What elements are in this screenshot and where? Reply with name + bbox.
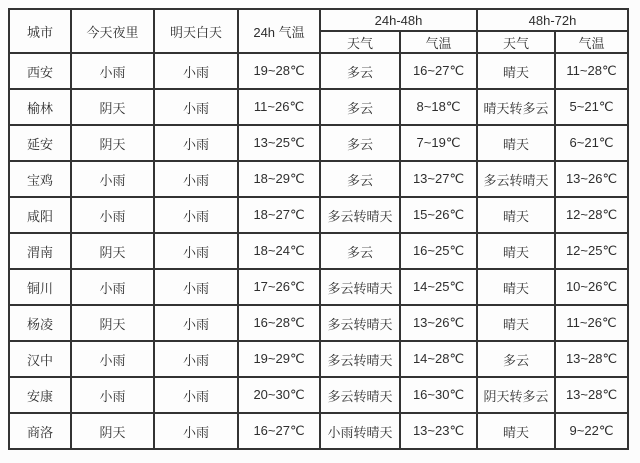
cell-temp-48-72: 12~28℃ [555, 197, 628, 233]
cell-temp-24-48: 13~27℃ [400, 161, 477, 197]
cell-tomorrow-day: 小雨 [154, 125, 238, 161]
header-tonight: 今天夜里 [71, 9, 154, 53]
cell-temp-24h: 11~26℃ [238, 89, 320, 125]
cell-temp-24h: 16~28℃ [238, 305, 320, 341]
cell-tonight: 小雨 [71, 269, 154, 305]
header-weather-48-72: 天气 [477, 31, 555, 53]
cell-tomorrow-day: 小雨 [154, 89, 238, 125]
cell-temp-48-72: 11~26℃ [555, 305, 628, 341]
header-tomorrow-day: 明天白天 [154, 9, 238, 53]
cell-tonight: 阴天 [71, 413, 154, 449]
cell-temp-48-72: 6~21℃ [555, 125, 628, 161]
cell-tonight: 小雨 [71, 53, 154, 89]
cell-tonight: 阴天 [71, 233, 154, 269]
cell-tonight: 阴天 [71, 305, 154, 341]
cell-temp-24-48: 16~25℃ [400, 233, 477, 269]
header-temp-48-72: 气温 [555, 31, 628, 53]
cell-city: 杨凌 [9, 305, 71, 341]
cell-tomorrow-day: 小雨 [154, 233, 238, 269]
cell-tomorrow-day: 小雨 [154, 161, 238, 197]
header-temp-24h: 24h 气温 [238, 9, 320, 53]
cell-temp-24h: 19~29℃ [238, 341, 320, 377]
cell-tomorrow-day: 小雨 [154, 53, 238, 89]
table-row [9, 305, 628, 341]
cell-temp-24h: 18~24℃ [238, 233, 320, 269]
table-row [9, 161, 628, 197]
cell-temp-48-72: 5~21℃ [555, 89, 628, 125]
cell-tomorrow-day: 小雨 [154, 341, 238, 377]
cell-weather-48-72: 晴天 [477, 305, 555, 341]
table-row [9, 269, 628, 305]
cell-weather-24-48: 小雨转晴天 [320, 413, 400, 449]
table-row [9, 377, 628, 413]
header-temp-24-48: 气温 [400, 31, 477, 53]
cell-temp-48-72: 12~25℃ [555, 233, 628, 269]
table-row [9, 89, 628, 125]
table-body [9, 53, 628, 449]
cell-temp-48-72: 11~28℃ [555, 53, 628, 89]
cell-tonight: 阴天 [71, 125, 154, 161]
cell-weather-48-72: 阴天转多云 [477, 377, 555, 413]
cell-city: 渭南 [9, 233, 71, 269]
cell-weather-24-48: 多云转晴天 [320, 341, 400, 377]
cell-temp-24-48: 8~18℃ [400, 89, 477, 125]
cell-temp-24h: 17~26℃ [238, 269, 320, 305]
cell-weather-48-72: 多云转晴天 [477, 161, 555, 197]
table-header [9, 9, 628, 53]
cell-temp-48-72: 9~22℃ [555, 413, 628, 449]
cell-tonight: 小雨 [71, 341, 154, 377]
table-row [9, 413, 628, 449]
cell-tomorrow-day: 小雨 [154, 413, 238, 449]
cell-temp-24h: 18~29℃ [238, 161, 320, 197]
cell-weather-48-72: 晴天转多云 [477, 89, 555, 125]
cell-temp-24-48: 14~28℃ [400, 341, 477, 377]
cell-weather-24-48: 多云转晴天 [320, 377, 400, 413]
cell-city: 商洛 [9, 413, 71, 449]
cell-tomorrow-day: 小雨 [154, 305, 238, 341]
cell-temp-24-48: 16~30℃ [400, 377, 477, 413]
cell-tomorrow-day: 小雨 [154, 377, 238, 413]
cell-temp-24-48: 14~25℃ [400, 269, 477, 305]
cell-city: 宝鸡 [9, 161, 71, 197]
table-row [9, 53, 628, 89]
cell-weather-48-72: 晴天 [477, 197, 555, 233]
table-row [9, 341, 628, 377]
header-group-24-48: 24h-48h [320, 9, 477, 31]
header-group-48-72: 48h-72h [477, 9, 628, 31]
cell-weather-24-48: 多云 [320, 125, 400, 161]
cell-temp-24-48: 7~19℃ [400, 125, 477, 161]
cell-weather-24-48: 多云 [320, 233, 400, 269]
cell-temp-24-48: 13~23℃ [400, 413, 477, 449]
cell-temp-48-72: 13~28℃ [555, 377, 628, 413]
cell-temp-24h: 19~28℃ [238, 53, 320, 89]
cell-city: 延安 [9, 125, 71, 161]
cell-city: 铜川 [9, 269, 71, 305]
cell-weather-24-48: 多云转晴天 [320, 305, 400, 341]
cell-weather-48-72: 多云 [477, 341, 555, 377]
weather-forecast-table [8, 8, 629, 450]
cell-weather-24-48: 多云 [320, 53, 400, 89]
header-city: 城市 [9, 9, 71, 53]
cell-weather-24-48: 多云转晴天 [320, 269, 400, 305]
cell-temp-24h: 20~30℃ [238, 377, 320, 413]
cell-tonight: 小雨 [71, 197, 154, 233]
cell-temp-24h: 16~27℃ [238, 413, 320, 449]
cell-temp-48-72: 10~26℃ [555, 269, 628, 305]
cell-temp-24-48: 13~26℃ [400, 305, 477, 341]
cell-city: 安康 [9, 377, 71, 413]
table-row [9, 233, 628, 269]
cell-tonight: 小雨 [71, 161, 154, 197]
cell-temp-24-48: 15~26℃ [400, 197, 477, 233]
cell-weather-48-72: 晴天 [477, 233, 555, 269]
table-row [9, 125, 628, 161]
cell-weather-48-72: 晴天 [477, 125, 555, 161]
cell-temp-24h: 18~27℃ [238, 197, 320, 233]
cell-weather-48-72: 晴天 [477, 413, 555, 449]
weather-table-container [8, 8, 629, 450]
cell-weather-24-48: 多云 [320, 89, 400, 125]
cell-city: 榆林 [9, 89, 71, 125]
cell-city: 汉中 [9, 341, 71, 377]
cell-temp-48-72: 13~26℃ [555, 161, 628, 197]
cell-weather-24-48: 多云转晴天 [320, 197, 400, 233]
cell-weather-24-48: 多云 [320, 161, 400, 197]
cell-weather-48-72: 晴天 [477, 53, 555, 89]
cell-tonight: 阴天 [71, 89, 154, 125]
header-weather-24-48: 天气 [320, 31, 400, 53]
cell-weather-48-72: 晴天 [477, 269, 555, 305]
cell-city: 咸阳 [9, 197, 71, 233]
cell-temp-48-72: 13~28℃ [555, 341, 628, 377]
header-row-groups [9, 9, 628, 31]
cell-tomorrow-day: 小雨 [154, 197, 238, 233]
table-row [9, 197, 628, 233]
cell-city: 西安 [9, 53, 71, 89]
cell-tomorrow-day: 小雨 [154, 269, 238, 305]
cell-temp-24h: 13~25℃ [238, 125, 320, 161]
cell-tonight: 小雨 [71, 377, 154, 413]
cell-temp-24-48: 16~27℃ [400, 53, 477, 89]
